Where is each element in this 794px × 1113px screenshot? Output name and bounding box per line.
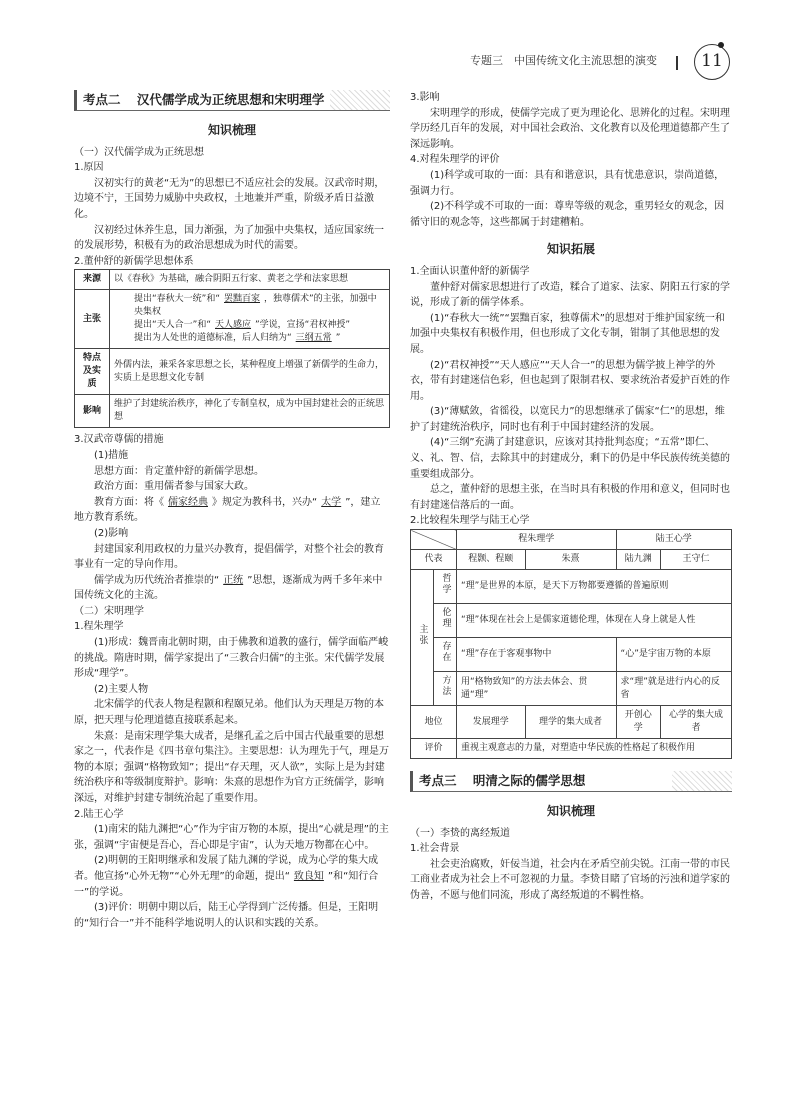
paragraph: 总之，董仲舒的思想主张，在当时具有积极的作用和意义，但同时也有封建迷信落后的一面。 bbox=[410, 484, 730, 511]
table-row bbox=[75, 290, 390, 349]
table-cell: 开创心学 bbox=[616, 706, 660, 739]
page-dot-icon bbox=[718, 42, 724, 48]
row-header: 主张 bbox=[75, 290, 110, 349]
point-heading: 4.对程朱理学的评价 bbox=[410, 154, 500, 166]
paragraph: (3)“薄赋敛，省徭役，以宽民力”的思想继承了儒家“仁”的思想，维护了封建统治秩序，同时也有利于中国封建经济的发展。 bbox=[410, 406, 725, 433]
paragraph: (1)形成：魏晋南北朝时期，由于佛教和道教的盛行，儒学面临严峻的挑战。隋唐时期，儒学家提出了“三教合归儒”的主张。宋代儒学发展形成“理学”。 bbox=[74, 637, 389, 680]
sub-heading: (2)主要人物 bbox=[94, 683, 149, 695]
table-cell: 心学的集大成者 bbox=[661, 706, 732, 739]
table-cell: 外儒内法，兼采各家思想之长，某种程度上增强了新儒学的生命力，实质上是思想文化专制 bbox=[110, 349, 390, 395]
point-heading: 1.全面认识董仲舒的新儒学 bbox=[410, 265, 530, 277]
section-title: 知识梳理 bbox=[546, 804, 595, 819]
corner-cell bbox=[411, 530, 457, 550]
point-heading: 3.汉武帝尊儒的措施 bbox=[74, 434, 164, 446]
row-header: 主张 bbox=[411, 570, 434, 706]
table-cell: “心”是宇宙万物的本原 bbox=[616, 638, 731, 672]
paragraph: 封建国家利用政权的力量兴办教育，提倡儒学，对整个社会的教育事业有一定的导向作用。 bbox=[74, 543, 384, 571]
header-divider bbox=[676, 56, 678, 70]
point-heading: 1.原因 bbox=[74, 162, 104, 174]
table-row bbox=[411, 550, 732, 570]
paragraph: (2)明朝的王阳明继承和发展了陆九渊的学说，成为心学的集大成者。他宣扬“心外无物”“心外无理”的命题，提出“ 致良知 ”和“知行合一”的学说。 bbox=[74, 855, 379, 898]
column-header: 陆王心学 bbox=[616, 530, 731, 550]
table-cell: 朱熹 bbox=[525, 550, 616, 570]
paragraph: 教育方面：将《 儒家经典 》规定为教科书，兴办“ 太学 ”，建立地方教育系统。 bbox=[74, 496, 381, 524]
paragraph: 宋明理学的形成，使儒学完成了更为理论化、思辨化的过程。宋明理学历经几百年的发展，对中国社会政治、文化教育以及伦理道德都产生了深远影响。 bbox=[410, 107, 730, 150]
table-row bbox=[411, 530, 732, 550]
paragraph: (2)“君权神授”“天人感应”“天人合一”的思想为儒学披上神学的外衣，带有封建迷信色彩，但也起到了限制君权、要求统治者爱护百姓的作用。 bbox=[410, 359, 730, 402]
point-heading: 2.董仲舒的新儒学思想体系 bbox=[74, 255, 194, 267]
table-cell: “理”存在于客观事物中 bbox=[457, 638, 617, 672]
kaodian-title: 汉代儒学成为正统思想和宋明理学 bbox=[136, 92, 325, 107]
paragraph: (1)科学或可取的一面：具有和谐意识，具有忧患意识，崇尚道德，强调力行。 bbox=[410, 169, 725, 197]
paragraph: 北宋儒学的代表人物是程颢和程颐兄弟。他们认为天理是万物的本原，把天理与伦理道德直接联系起来。 bbox=[74, 699, 384, 727]
kaodian-tag: 考点三 bbox=[419, 773, 457, 789]
sub-heading: (1)措施 bbox=[94, 449, 129, 461]
paragraph: 思想方面：肯定董仲舒的新儒学思想。 bbox=[94, 465, 264, 477]
row-header: 评价 bbox=[411, 739, 457, 759]
table-row bbox=[411, 604, 732, 638]
sub-heading: (2)影响 bbox=[94, 527, 129, 539]
row-header: 影响 bbox=[75, 395, 110, 428]
left-column bbox=[74, 90, 390, 931]
table-row bbox=[411, 706, 732, 739]
point-heading: 2.比较程朱理学与陆王心学 bbox=[410, 515, 530, 527]
paragraph: (1)“春秋大一统”“罢黜百家，独尊儒术”的思想对于维护国家统一和加强中央集权有积极作用，但也形成了文化专制，钳制了其他思想的发展。 bbox=[410, 312, 725, 355]
comparison-table bbox=[410, 529, 732, 759]
row-subheader: 方法 bbox=[434, 672, 457, 706]
table-cell: 程颢、程颐 bbox=[457, 550, 526, 570]
table-cell: “理”体现在社会上是儒家道德伦理，体现在人身上就是人性 bbox=[457, 604, 732, 638]
paragraph: 社会吏治腐败，奸佞当道，社会内在矛盾空前尖锐。江南一带的市民工商业者成为社会上不可忽视的力量。李贽目睹了官场的污浊和道学家的伪善，不愿与他们同流，形成了离经叛道的不羁性格。 bbox=[410, 858, 730, 901]
right-column bbox=[410, 90, 732, 904]
column-header: 程朱理学 bbox=[457, 530, 617, 550]
paragraph: (4)“三纲”充满了封建意识，应该对其持批判态度；“五常”即仁、义、礼、智、信，去除其中的封建成分，剩下的仍是中华民族传统美德的重要组成部分。 bbox=[410, 437, 730, 480]
paragraph: 儒学成为历代统治者推崇的“ 正统 ”思想，逐渐成为两千多年来中国传统文化的主流。 bbox=[74, 574, 383, 602]
row-subheader: 存在 bbox=[434, 638, 457, 672]
table-cell: 求“理”就是进行内心的反省 bbox=[616, 672, 731, 706]
table-cell: 王守仁 bbox=[661, 550, 732, 570]
table-cell: 陆九渊 bbox=[616, 550, 660, 570]
dongzhongshu-table bbox=[74, 269, 390, 428]
table-row bbox=[75, 349, 390, 395]
table-cell: 维护了封建统治秩序，神化了专制皇权，成为中国封建社会的正统思想 bbox=[110, 395, 390, 428]
table-cell: “理”是世界的本原，是天下万物都要遵循的普遍原则 bbox=[457, 570, 732, 604]
kaodian-2-heading bbox=[74, 90, 390, 111]
table-cell: 理学的集大成者 bbox=[525, 706, 616, 739]
table-cell: 提出“春秋大一统”和“ 罢黜百家 ，独尊儒术”的主张，加强中央集权 提出“天人合一”和“ 天人感应 ”学说，宣扬“君权神授” 提出为人处世的道德标准，后人归纳为“ 三纲五常 ” bbox=[110, 290, 390, 349]
part-heading: （二）宋明理学 bbox=[74, 605, 144, 617]
section-title: 知识拓展 bbox=[546, 242, 595, 257]
paragraph: 政治方面：重用儒者参与国家大政。 bbox=[94, 481, 254, 493]
section-title: 知识梳理 bbox=[207, 123, 256, 137]
row-header: 来源 bbox=[75, 270, 110, 290]
paragraph: (2)不科学或不可取的一面：尊卑等级的观念，重男轻女的观念，因循守旧的观念等，这些都属于封建糟粕。 bbox=[410, 201, 725, 228]
point-heading: 2.陆王心学 bbox=[74, 808, 124, 820]
paragraph: 汉初经过休养生息，国力渐强，为了加强中央集权，适应国家统一的发展形势，积极有为的政治思想成为时代的需要。 bbox=[74, 224, 384, 252]
point-heading: 1.社会背景 bbox=[410, 843, 460, 855]
page-number: 11 bbox=[694, 44, 730, 80]
row-subheader: 哲学 bbox=[434, 570, 457, 604]
kaodian-tag: 考点二 bbox=[83, 92, 121, 107]
row-header: 代表 bbox=[411, 550, 457, 570]
table-cell: 发展理学 bbox=[457, 706, 526, 739]
kaodian-title: 明清之际的儒学思想 bbox=[472, 773, 586, 789]
kaodian-3-heading bbox=[410, 771, 732, 792]
table-row bbox=[411, 672, 732, 706]
chapter-title: 专题三 中国传统文化主流思想的演变 bbox=[470, 54, 657, 67]
paragraph: (1)南宋的陆九渊把“心”作为宇宙万物的本原，提出“心就是理”的主张，强调“宇宙便是吾心，吾心即是宇宙”，认为天地万物都在心中。 bbox=[74, 824, 389, 851]
row-subheader: 伦理 bbox=[434, 604, 457, 638]
table-row bbox=[411, 739, 732, 759]
table-row bbox=[75, 395, 390, 428]
table-row bbox=[411, 570, 732, 604]
table-row bbox=[75, 270, 390, 290]
paragraph: 朱熹：是南宋理学集大成者，是继孔孟之后中国古代最重要的思想家之一，代表作是《四书章句集注》。主要思想：认为理先于气，理是万物的本原；强调“格物致知”；提出“存天理，灭人欲”，实际上是为封建统治秩序和等级制度辩护。影响：朱熹的思想作为官方正统儒学，影响深远，对维护封建专制统治起了重要作用。 bbox=[74, 730, 389, 804]
point-heading: 1.程朱理学 bbox=[74, 621, 124, 633]
table-cell: 用“格物致知”的方法去体会、贯通“理” bbox=[457, 672, 617, 706]
paragraph: (3)评价：明朝中期以后，陆王心学得到广泛传播。但是，王阳明的“知行合一”并不能科学地说明人的认识和实践的关系。 bbox=[74, 902, 379, 929]
paragraph: 董仲舒对儒家思想进行了改造，糅合了道家、法家、阴阳五行家的学说，形成了新的儒学体系。 bbox=[410, 281, 730, 309]
row-header: 特点及实质 bbox=[75, 349, 110, 395]
part-heading: （一）汉代儒学成为正统思想 bbox=[74, 146, 204, 158]
row-header: 地位 bbox=[411, 706, 457, 739]
paragraph: 汉初实行的黄老“无为”的思想已不适应社会的发展。汉武帝时期，边境不宁，王国势力威胁中央政权，土地兼并严重，阶级矛盾日益激化。 bbox=[74, 177, 385, 220]
part-heading: （一）李贽的离经叛道 bbox=[410, 827, 510, 839]
table-row bbox=[411, 638, 732, 672]
table-cell: 以《春秋》为基础，融合阴阳五行家、黄老之学和法家思想 bbox=[110, 270, 390, 290]
point-heading: 3.影响 bbox=[410, 92, 440, 103]
table-cell: 重视主观意志的力量，对塑造中华民族的性格起了积极作用 bbox=[457, 739, 732, 759]
